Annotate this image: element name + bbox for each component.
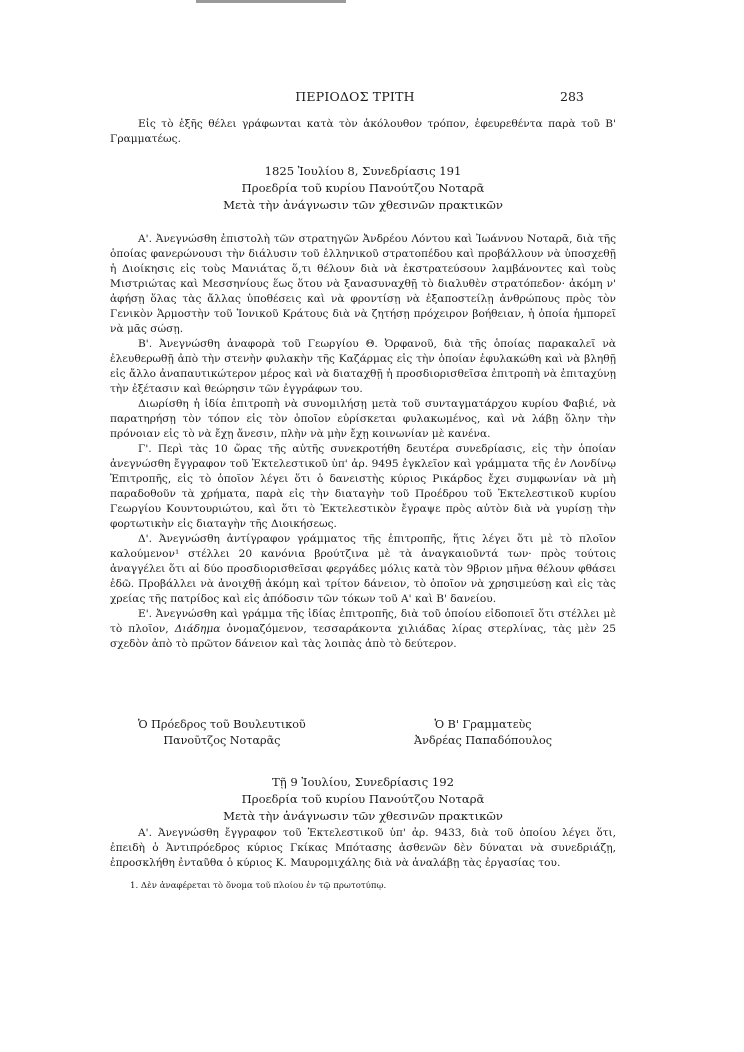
paragraph-d: Δ'. Ἀνεγνώσθη ἀντίγραφον γράμματος τῆς ἐπιτροπῆς, ἥτις λέγει ὅτι μὲ τὸ πλοῖον καλούμενον¹ στέλλει 20 κανόνια βρούτζινα μὲ τὰ ἀναγκαιοῦντά των· πρὸς τούτοις ἀναγγέλει ὅτι αἱ δύο προσδιορισθεῖσαι φεργάδες μόλις κατὰ τὸν 9βριον μῆνα θέλουν φθάσει ἐδῶ. Προβάλλει νὰ ἀνοιχθῇ ἀκόμη καὶ τρίτον δάνειον, τὸ ὁποῖον νὰ χρησιμεύσῃ καὶ εἰς τὰς χρείας τῆς πατρίδος καὶ εἰς ἀπόδοσιν τῶν τόκων τοῦ Α' καὶ Β' δανείου.	[110, 533, 616, 605]
paragraph-c: Γ'. Περὶ τὰς 10 ὥρας τῆς αὐτῆς συνεκροτήθη δευτέρα συνεδρίασις, εἰς τὴν ὁποίαν ἀνεγνώσθη ἔγγραφον τοῦ Ἐκτελεστικοῦ ὑπ' ἀρ. 9495 ἐγκλεῖον καὶ γράμματα τῆς ἐν Λονδίνῳ Ἐπιτροπῆς, εἰς τὸ ὁποῖον λέγει ὅτι ὁ δανειστὴς κύριος Ρικάρδος ἔχει συμφωνίαν νὰ μὴ παραδοθοῦν τὰ χρήματα, παρὰ εἰς τὴν διαταγὴν τοῦ Προέδρου τοῦ Ἐκτελεστικοῦ κυρίου Γεωργίου Κουντουριώτου, καὶ ὅτι τὸ Ἐκτελεστικὸν ἔγραψε πρὸς αὐτὸν διὰ νὰ γυρίσῃ τὴν φορτωτικὴν εἰς διαταγὴν τῆς Διοικήσεως.	[110, 443, 616, 530]
session-192-body	[110, 826, 616, 871]
session-after-reading: Μετὰ τὴν ἀνάγνωσιν τῶν χθεσινῶν πρακτικῶν	[223, 809, 503, 823]
top-edge-mark	[196, 0, 346, 3]
page-number: 283	[560, 89, 584, 104]
intro-text: Εἰς τὸ ἑξῆς θέλει γράφωνται κατὰ τὸν ἀκόλουθον τρόπον, ἐφευρεθέντα παρὰ τοῦ Β' Γραμματέως.	[110, 118, 616, 145]
secretary-signature	[414, 717, 552, 749]
session-191-body	[110, 232, 616, 652]
session-191-heading	[110, 163, 616, 214]
running-title: ΠΕΡΙΟΔΟΣ ΤΡΙΤΗ	[295, 89, 415, 104]
session-presidency: Προεδρία τοῦ κυρίου Πανούτζου Νοταρᾶ	[241, 181, 485, 195]
paragraph-b-resolution: Διωρίσθη ἡ ἰδία ἐπιτροπὴ νὰ συνομιλήσῃ μετὰ τοῦ συνταγματάρχου κυρίου Φαβιέ, νὰ παρατηρήσῃ τὸν τόπον εἰς τὸν ὁποῖον εὑρίσκεται φυλακωμένος, καὶ νὰ λάβῃ ὅλην τὴν πρόνοιαν εἰς τὸ νὰ ἔχῃ ἄνεσιν, πλὴν νὰ μὴν ἔχῃ κοινωνίαν μὲ κανένα.	[110, 398, 616, 440]
session-presidency: Προεδρία τοῦ κυρίου Πανούτζου Νοταρᾶ	[241, 792, 485, 806]
session-192-heading	[110, 774, 616, 825]
session-after-reading: Μετὰ τὴν ἀνάγνωσιν τῶν χθεσινῶν πρακτικῶν	[223, 198, 503, 212]
paragraph-e-after: ὀνομαζόμενον, τεσσαράκοντα χιλιάδας λίρας στερλίνας, τὰς μὲν 25 σχεδὸν ἀπὸ τὸ πρῶτον δάνειον καὶ τὰς λοιπὰς ἀπὸ τὸ δεύτερον.	[110, 623, 616, 650]
paragraph-b: Β'. Ἀνεγνώσθη ἀναφορὰ τοῦ Γεωργίου Θ. Ὀρφανοῦ, διὰ τῆς ὁποίας παρακαλεῖ νὰ ἐλευθερωθῇ ἀπὸ τὴν στενὴν φυλακὴν τῆς Καζάρμας εἰς τὴν ὁποίαν ἐφυλακώθη καὶ νὰ βληθῇ εἰς ἄλλο ἀναπαυτικώτερον μέρος καὶ νὰ διαταχθῇ ἡ προσδιορισθεῖσα ἐπιτροπὴ νὰ ἐπιταχύνῃ τὴν ἐξέτασιν καὶ θεώρησιν τῶν ἐγγράφων του.	[110, 338, 616, 395]
president-name: Πανοῦτζος Νοταρᾶς	[163, 734, 281, 747]
session-date-line: 1825 Ἰουλίου 8, Συνεδρίασις 191	[264, 164, 462, 178]
paragraph-e-before: Ε'. Ἀνεγνώσθη καὶ γράμμα τῆς ἰδίας ἐπιτροπῆς, διὰ τοῦ ὁποίου εἰδοποιεῖ ὅτι στέλλει μὲ τὸ πλοῖον,	[110, 608, 616, 635]
secretary-title: Ὁ Β' Γραμματεὺς	[434, 718, 532, 731]
session-date-line: Τῇ 9 Ἰουλίου, Συνεδρίασις 192	[271, 775, 455, 789]
paragraph-a: Α'. Ἀνεγνώσθη ἐπιστολὴ τῶν στρατηγῶν Ἀνδρέου Λόντου καὶ Ἰωάννου Νοταρᾶ, διὰ τῆς ὁποίας φανερώνουσι τὴν διάλυσιν τοῦ ἑλληνικοῦ στρατοπέδου καὶ προβάλλουν νὰ ὑποσχεθῇ ἡ Διοίκησις εἰς τοὺς Μανιάτας ὅ,τι θέλουν διὰ νὰ ἐκστρατεύσουν λαμβάνοντες καὶ τοὺς Μιστριώτας καὶ Μεσσηνίους ἕως ὅτου νὰ ξανασυναχθῇ τὸ διαλυθὲν στρατόπεδον· ἀκόμη ν' ἀφήσῃ ὅλας τὰς ἄλλας ὑποθέσεις καὶ νὰ φροντίσῃ νὰ ἐξαποστείλῃ ἀνθρώπους πρὸς τὸν Γενικὸν Ἁρμοστὴν τοῦ Ἰονικοῦ Κράτους διὰ νὰ ζητήσῃ πρόχειρον βοήθειαν, ἡ ὁποία ἠμπορεῖ νὰ μᾶς σώσῃ.	[110, 233, 616, 335]
president-title: Ὁ Πρόεδρος τοῦ Βουλευτικοῦ	[138, 718, 306, 731]
intro-paragraph	[110, 117, 616, 147]
paragraph-e	[110, 607, 616, 652]
president-signature	[138, 717, 306, 749]
footnote: 1. Δὲν ἀναφέρεται τὸ ὄνομα τοῦ πλοίου ἐν τῷ πρωτοτύπῳ.	[130, 881, 387, 891]
ship-name: Διάδημα	[174, 623, 221, 635]
secretary-name: Ἀνδρέας Παπαδόπουλος	[414, 734, 553, 747]
paragraph-a: Α'. Ἀνεγνώσθη ἔγγραφον τοῦ Ἐκτελεστικοῦ ὑπ' ἀρ. 9433, διὰ τοῦ ὁποίου λέγει ὅτι, ἐπειδὴ ὁ Ἀντιπρόεδρος κύριος Γκίκας Μπότασης ἀσθενῶν δὲν δύναται νὰ συνεδριάζῃ, ἐπροσκλήθη ἐνταῦθα ὁ κύριος Κ. Μαυρομιχάλης διὰ νὰ ἀναλάβῃ τὰς ἐργασίας του.	[110, 827, 616, 869]
